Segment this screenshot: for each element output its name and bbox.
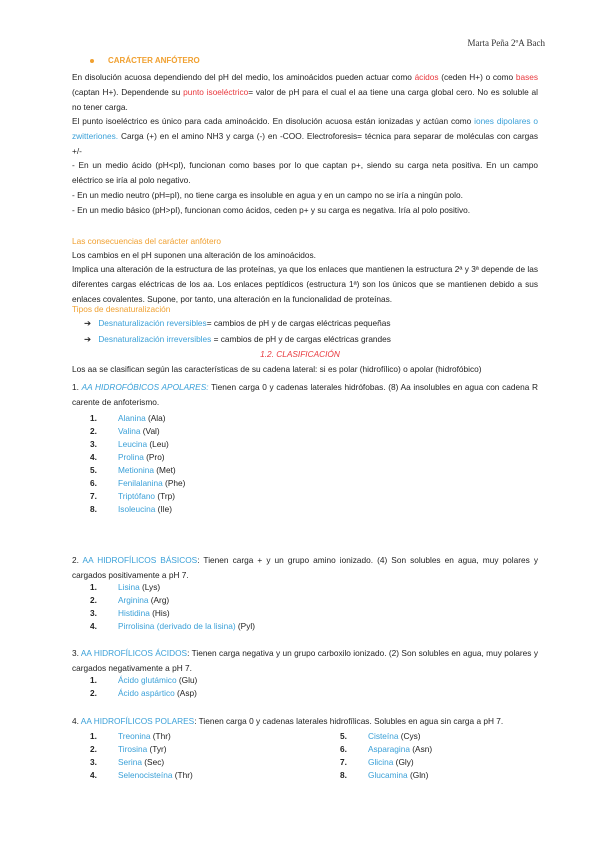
amino-acid-list-item	[90, 594, 255, 607]
page-header-author: Marta Peña 2ºA Bach	[467, 38, 545, 48]
amino-acid-abbr: (Pro)	[143, 452, 165, 462]
amino-acid-list-item	[90, 503, 185, 516]
list-number: 4.	[90, 621, 97, 631]
amino-acid-name: Triptófano	[118, 491, 156, 501]
amino-acid-list-item	[90, 756, 193, 769]
amino-acid-name: Serina	[118, 757, 142, 767]
irreversible-label: Desnaturalización irreversibles	[98, 334, 212, 344]
reversible-label: Desnaturalización reversibles	[98, 318, 207, 328]
list-number: 1.	[90, 731, 97, 741]
amino-acid-abbr: (Gln)	[407, 770, 429, 780]
consequences-paragraph: Implica una alteración de la estructura de las proteínas, ya que los enlaces que mantienen la estructura 2ª y 3ª depende de las diferentes cargas eléctricas de los aa. Los enlaces peptídicos (estructura 1ª) son los únicos que se mantienen debido a sus enlaces covalentes. Supone, por tanto, una alteración en la funcionalidad de proteínas.	[72, 264, 538, 304]
reversible-item	[84, 318, 390, 328]
list-number: 5.	[340, 731, 347, 741]
list-number: 7.	[340, 757, 347, 767]
amino-acid-abbr: (Tyr)	[147, 744, 167, 754]
group4-list-right	[340, 730, 432, 782]
arrow-right-icon: ➔	[84, 334, 91, 344]
amino-acid-list-item	[90, 620, 255, 633]
amino-acid-list-item	[90, 607, 255, 620]
amino-acid-abbr: (Ala)	[145, 413, 166, 423]
amino-acid-abbr: (Pyl)	[235, 621, 255, 631]
text-run: (captan H+). Dependende su	[72, 87, 184, 97]
amino-acid-name: Valina	[118, 426, 141, 436]
list-number: 4.	[90, 770, 97, 780]
amino-acid-name: Ácido aspártico	[118, 688, 175, 698]
list-number: 6.	[90, 478, 97, 488]
group-number: 3.	[72, 648, 81, 658]
amino-acid-name: Fenilalanina	[118, 478, 163, 488]
amino-acid-name: Histidina	[118, 608, 150, 618]
amino-acid-name: Lisina	[118, 582, 140, 592]
acid-medium-text: - En un medio ácido (pH<pI), funcionan como bases por lo que captan p+, siendo su carga neta positiva. En un campo eléctrico se iría al polo negativo.	[72, 160, 538, 185]
list-number: 1.	[90, 675, 97, 685]
amino-acid-list-item	[90, 730, 193, 743]
amino-acid-name: Arginina	[118, 595, 149, 605]
amino-acid-name: Selenocisteína	[118, 770, 173, 780]
group2-desc: : Tienen carga + y un grupo amino ionizado. (4) Son solubles en agua, muy polares y cargados positivamente a pH 7.	[72, 555, 538, 580]
amino-acid-name: Ácido glutámico	[118, 675, 177, 685]
group2-title: AA HIDROFÍLICOS BÁSICOS	[82, 555, 198, 565]
amphoteric-title: CARÁCTER ANFÓTERO	[108, 56, 200, 65]
list-number: 8.	[340, 770, 347, 780]
amino-acid-list-item	[90, 412, 185, 425]
amino-acid-abbr: (Thr)	[172, 770, 193, 780]
amino-acid-list-item	[90, 687, 197, 700]
group4-title: AA HIDROFÍLICOS POLARES	[80, 716, 195, 726]
amino-acid-abbr: (Gly)	[393, 757, 414, 767]
amino-acid-abbr: (Asp)	[174, 688, 197, 698]
amino-acid-abbr: (Asn)	[409, 744, 433, 754]
amino-acid-name: Prolina	[118, 452, 144, 462]
amino-acid-list-item	[90, 477, 185, 490]
list-number: 1.	[90, 413, 97, 423]
arrow-right-icon: ➔	[84, 318, 91, 328]
amino-acid-name: Glucamina	[368, 770, 408, 780]
amino-acid-name: Isoleucina	[118, 504, 156, 514]
text-run: En disolución acuosa dependiendo del pH del medio, los aminoácidos pueden actuar como	[72, 72, 415, 82]
text-run: (ceden H+) o como	[438, 72, 516, 82]
amino-acid-name: Alanina	[118, 413, 146, 423]
group4-desc: : Tienen carga 0 y cadenas laterales hidrofílicas. Solubles en agua sin carga a pH 7.	[194, 716, 504, 726]
amino-acid-abbr: (His)	[149, 608, 170, 618]
irreversible-item	[84, 334, 391, 344]
acids-term: ácidos	[414, 72, 439, 82]
amino-acid-abbr: (Met)	[153, 465, 176, 475]
reversible-text: = cambios de pH y de cargas eléctricas pequeñas	[206, 318, 391, 328]
text-run: Carga (+) en el amino NH3 y carga (-) en -COO. Electroforesis= técnica para separar de moléculas con cargas +/-	[72, 131, 538, 156]
amino-acid-abbr: (Arg)	[148, 595, 170, 605]
amino-acid-list-item	[340, 769, 432, 782]
classification-intro: Los aa se clasifican según las características de su cadena lateral: si es polar (hidrofílico) o apolar (hidrofóbico)	[72, 364, 482, 374]
amino-acid-abbr: (Lys)	[139, 582, 161, 592]
amino-acid-abbr: (Cys)	[398, 731, 421, 741]
amino-acid-abbr: (Thr)	[150, 731, 171, 741]
amino-acid-name: Tirosina	[118, 744, 148, 754]
amphoteric-heading	[90, 56, 200, 65]
amino-acid-list-item	[90, 438, 185, 451]
group3-heading	[72, 646, 538, 676]
amino-acid-list-item	[340, 756, 432, 769]
list-number: 2.	[90, 744, 97, 754]
amino-acid-abbr: (Trp)	[155, 491, 176, 501]
list-number: 6.	[340, 744, 347, 754]
group1-desc: Tienen carga 0 y cadenas laterales hidrófobas. (8) Aa insolubles en agua con cadena R carente de anfoterismo.	[72, 382, 538, 407]
amphoteric-paragraph-2	[72, 114, 538, 159]
amino-acid-list-item	[90, 425, 185, 438]
amino-acid-list-item	[90, 451, 185, 464]
amino-acid-name: Leucina	[118, 439, 148, 449]
consequences-title: Las consecuencias del carácter anfótero	[72, 236, 221, 246]
list-number: 3.	[90, 608, 97, 618]
group2-list	[90, 581, 255, 633]
amino-acid-name: Glicina	[368, 757, 394, 767]
group-number: 2.	[72, 555, 83, 565]
list-number: 5.	[90, 465, 97, 475]
basic-medium-text: - En un medio básico (pH>pI), funcionan como ácidos, ceden p+ y su carga es negativa. Iría al polo positivo.	[72, 205, 471, 215]
group4-list-left	[90, 730, 193, 782]
amino-acid-list-item	[90, 490, 185, 503]
amino-acid-name: Pirrolisina (derivado de la lisina)	[118, 621, 236, 631]
list-number: 7.	[90, 491, 97, 501]
group1-title: AA HIDROFÓBICOS APOLARES:	[81, 382, 209, 392]
irreversible-text: = cambios de pH y de cargas eléctricas grandes	[211, 334, 391, 344]
amphoteric-paragraph-1	[72, 70, 538, 115]
amino-acid-name: Treonina	[118, 731, 151, 741]
group-number: 1.	[72, 382, 82, 392]
group1-list	[90, 412, 185, 516]
text-run: = valor de pH para el cual el aa tiene una carga global cero. No es soluble al no tener carga.	[72, 87, 538, 112]
amino-acid-list-item	[90, 464, 185, 477]
amino-acid-abbr: (Sec)	[141, 757, 165, 767]
amino-acid-abbr: (Ile)	[155, 504, 172, 514]
list-number: 3.	[90, 757, 97, 767]
amino-acid-abbr: (Glu)	[176, 675, 198, 685]
group3-title: AA HIDROFÍLICOS ÁCIDOS	[80, 648, 188, 658]
bases-term: bases	[515, 72, 538, 82]
denaturation-types-title: Tipos de desnaturalización	[72, 304, 171, 314]
bullet-icon	[90, 59, 94, 63]
list-number: 4.	[90, 452, 97, 462]
classification-title: 1.2. CLASIFICACIÓN	[260, 349, 340, 359]
list-number: 2.	[90, 426, 97, 436]
group-number: 4.	[72, 716, 81, 726]
amino-acid-list-item	[90, 674, 197, 687]
amino-acid-list-item	[340, 730, 432, 743]
text-run: El punto isoeléctrico es único para cada aminoácido. En disolución acuosa están ionizadas y actúan como	[72, 116, 475, 126]
list-number: 2.	[90, 595, 97, 605]
amino-acid-list-item	[340, 743, 432, 756]
list-number: 1.	[90, 582, 97, 592]
list-number: 8.	[90, 504, 97, 514]
amino-acid-abbr: (Phe)	[162, 478, 186, 488]
consequences-line: Los cambios en el pH suponen una alteración de los aminoácidos.	[72, 250, 316, 260]
group3-desc: : Tienen carga negativa y un grupo carboxilo ionizado. (2) Son solubles en agua, muy polares y cargados negativamente a pH 7.	[72, 648, 538, 673]
amino-acid-name: Cisteína	[368, 731, 399, 741]
isoelectric-term: punto isoeléctrico	[183, 87, 249, 97]
group2-heading	[72, 553, 538, 583]
amino-acid-abbr: (Val)	[140, 426, 160, 436]
list-number: 3.	[90, 439, 97, 449]
group1-heading	[72, 380, 538, 410]
amino-acid-list-item	[90, 581, 255, 594]
amino-acid-abbr: (Leu)	[147, 439, 169, 449]
group3-list	[90, 674, 197, 700]
neutral-medium-text: - En un medio neutro (pH=pI), no tiene carga es insoluble en agua y en un campo no se iría a ningún polo.	[72, 190, 463, 200]
amino-acid-name: Asparagina	[368, 744, 410, 754]
amino-acid-list-item	[90, 769, 193, 782]
amino-acid-list-item	[90, 743, 193, 756]
zwitterion-term: iones dipolares o zwitteriones.	[72, 116, 538, 141]
amino-acid-name: Metionina	[118, 465, 154, 475]
list-number: 2.	[90, 688, 97, 698]
group4-heading	[72, 714, 538, 729]
